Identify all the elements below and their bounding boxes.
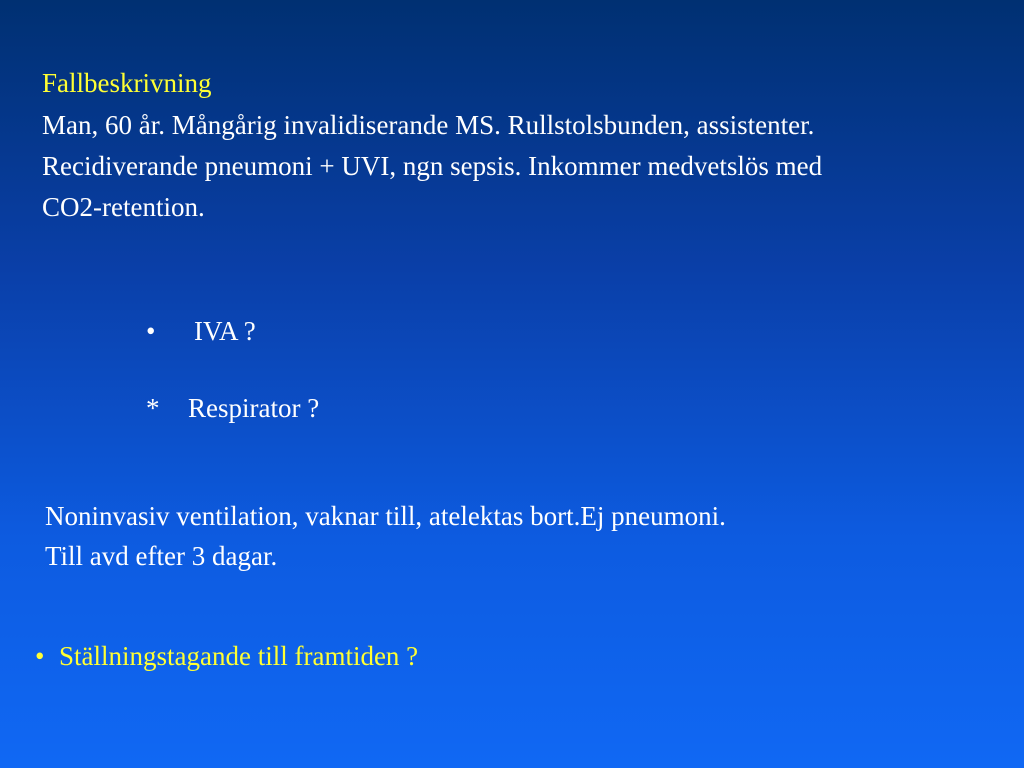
question-respirator <box>146 388 319 428</box>
asterisk-marker: * <box>146 393 160 423</box>
case-line-2: Recidiverande pneumoni + UVI, ngn sepsis. Inkommer medvetslös med <box>42 151 823 181</box>
outcome-line-1: Noninvasiv ventilation, vaknar till, atelektas bort.Ej pneumoni. <box>45 501 726 531</box>
bullet-marker: • <box>35 641 45 671</box>
question-text: IVA ? <box>194 316 256 346</box>
final-bullet <box>35 636 418 676</box>
slide-title: Fallbeskrivning <box>42 68 212 98</box>
case-line-3: CO2-retention. <box>42 192 205 222</box>
final-bullet-text: Ställningstagande till framtiden ? <box>59 641 419 671</box>
bullet-marker: • <box>146 316 156 346</box>
question-iva <box>146 311 256 351</box>
outcome-line-2: Till avd efter 3 dagar. <box>45 541 278 571</box>
case-line-1: Man, 60 år. Mångårig invalidiserande MS. Rullstolsbunden, assistenter. <box>42 110 815 140</box>
question-text: Respirator ? <box>188 393 320 423</box>
